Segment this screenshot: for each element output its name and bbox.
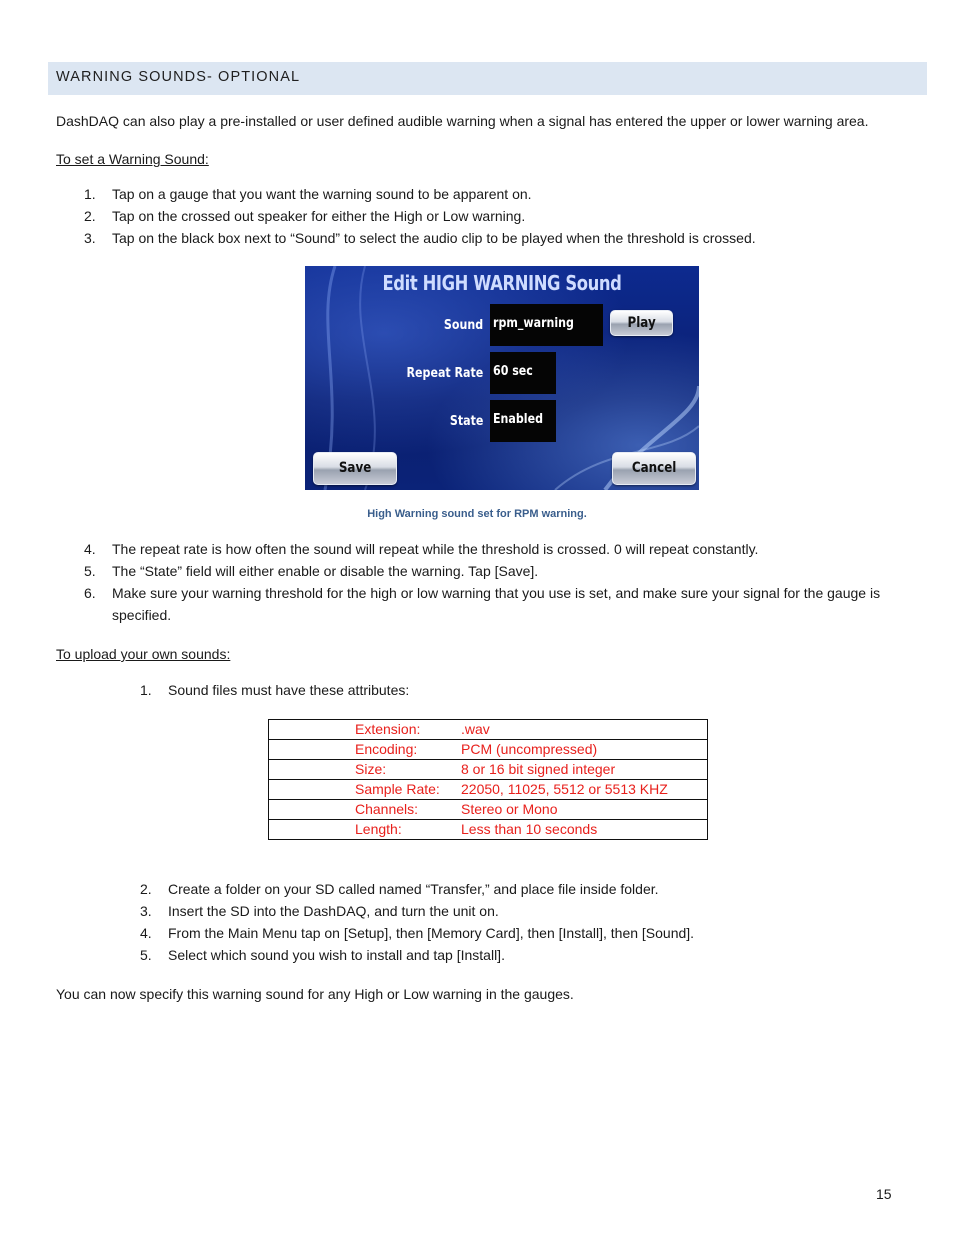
table-row (269, 800, 708, 820)
list-item-text: Tap on the black box next to “Sound” to select the audio clip to be played when the threshold is crossed. (112, 230, 756, 246)
table-cell (269, 820, 708, 840)
list-item-number: 1. (84, 186, 96, 202)
list-item-text: Tap on a gauge that you want the warning sound to be apparent on. (112, 186, 532, 202)
table-cell (269, 760, 708, 780)
table-row (269, 720, 708, 740)
state-selector[interactable] (490, 400, 556, 442)
screen-title: Edit HIGH WARNING Sound (382, 271, 622, 295)
list-item (140, 947, 920, 967)
upload-steps-list (140, 881, 920, 969)
list-item-number: 6. (84, 585, 96, 601)
list-item-number: 3. (140, 903, 152, 919)
list-item-text: Sound files must have these attributes: (168, 682, 410, 698)
subheading-set-sound: To set a Warning Sound: (56, 151, 209, 167)
list-item (84, 541, 924, 561)
play-button-label: Play (627, 315, 656, 331)
attribute-key: Size: (355, 761, 387, 777)
attribute-key: Sample Rate: (355, 781, 440, 797)
repeat-rate-label: Repeat Rate (406, 366, 483, 381)
list-item-text: Select which sound you wish to install and tap [Install]. (168, 947, 505, 963)
list-item-number: 4. (84, 541, 96, 557)
list-item (140, 925, 920, 945)
list-item-number: 2. (84, 208, 96, 224)
intro-paragraph: DashDAQ can also play a pre-installed or user defined audible warning when a signal has entered the upper or lower warning area. (56, 113, 869, 129)
page-number: 15 (876, 1186, 892, 1202)
table-cell (269, 800, 708, 820)
sound-attributes-table (268, 719, 708, 840)
table-row (269, 820, 708, 840)
list-item-text: Create a folder on your SD called named “Transfer,” and place file inside folder. (168, 881, 659, 897)
table-row (269, 740, 708, 760)
list-item-text: Make sure your warning threshold for the high or low warning that you use is set, and make sure your signal for the gauge is (112, 585, 881, 601)
list-item-text: The “State” field will either enable or disable the warning. Tap [Save]. (112, 563, 539, 579)
steps-list-a (84, 186, 924, 252)
save-button-label: Save (338, 460, 372, 476)
list-item-text: Tap on the crossed out speaker for either the High or Low warning. (112, 208, 526, 224)
section-heading: WARNING SOUNDS- OPTIONAL (56, 69, 301, 85)
state-label: State (449, 414, 483, 429)
list-item-text-continued: specified. (112, 607, 172, 623)
list-item-number: 5. (84, 563, 96, 579)
attribute-key: Channels: (355, 801, 419, 817)
sound-selector[interactable] (490, 304, 603, 346)
list-item-number: 5. (140, 947, 152, 963)
sound-value: rpm_warning (493, 316, 574, 331)
list-item (84, 563, 924, 583)
subheading-upload: To upload your own sounds: (56, 646, 231, 662)
attribute-key: Encoding: (355, 741, 418, 757)
list-item (84, 585, 924, 629)
device-screenshot (305, 266, 699, 490)
attribute-key: Extension: (355, 721, 421, 737)
list-item (84, 186, 924, 206)
attribute-key: Length: (355, 821, 402, 837)
closing-paragraph: You can now specify this warning sound for any High or Low warning in the gauges. (56, 986, 574, 1002)
cancel-button-label: Cancel (631, 460, 677, 476)
attribute-value: 8 or 16 bit signed integer (461, 761, 616, 777)
sound-label: Sound (443, 318, 483, 333)
table-cell (269, 780, 708, 800)
attribute-value: 22050, 11025, 5512 or 5513 KHZ (461, 781, 668, 797)
section-heading-bar (48, 62, 927, 95)
attribute-value: .wav (461, 721, 490, 737)
figure-caption: High Warning sound set for RPM warning. (367, 508, 587, 520)
upload-step-1 (140, 682, 840, 702)
state-value: Enabled (493, 412, 543, 427)
list-item (140, 903, 920, 923)
cancel-button[interactable] (612, 452, 696, 485)
play-button[interactable] (610, 310, 673, 336)
steps-list-b (84, 541, 924, 631)
attribute-value: Stereo or Mono (461, 801, 558, 817)
table-row (269, 760, 708, 780)
list-item (140, 881, 920, 901)
list-item-number: 4. (140, 925, 152, 941)
list-item-number: 3. (84, 230, 96, 246)
list-item (84, 208, 924, 228)
table-cell (269, 740, 708, 760)
attribute-value: PCM (uncompressed) (461, 741, 598, 757)
list-item-number: 2. (140, 881, 152, 897)
list-item-number: 1. (140, 682, 152, 698)
repeat-rate-value: 60 sec (493, 364, 533, 379)
list-item (84, 230, 924, 250)
list-item-text: The repeat rate is how often the sound will repeat while the threshold is crossed. 0 will repeat constantly. (112, 541, 759, 557)
list-item-text: Insert the SD into the DashDAQ, and turn the unit on. (168, 903, 499, 919)
table-row (269, 780, 708, 800)
attribute-value: Less than 10 seconds (461, 821, 598, 837)
repeat-rate-selector[interactable] (490, 352, 556, 394)
list-item-text: From the Main Menu tap on [Setup], then [Memory Card], then [Install], then [Sound]. (168, 925, 695, 941)
save-button[interactable] (313, 452, 397, 485)
table-cell (269, 720, 708, 740)
